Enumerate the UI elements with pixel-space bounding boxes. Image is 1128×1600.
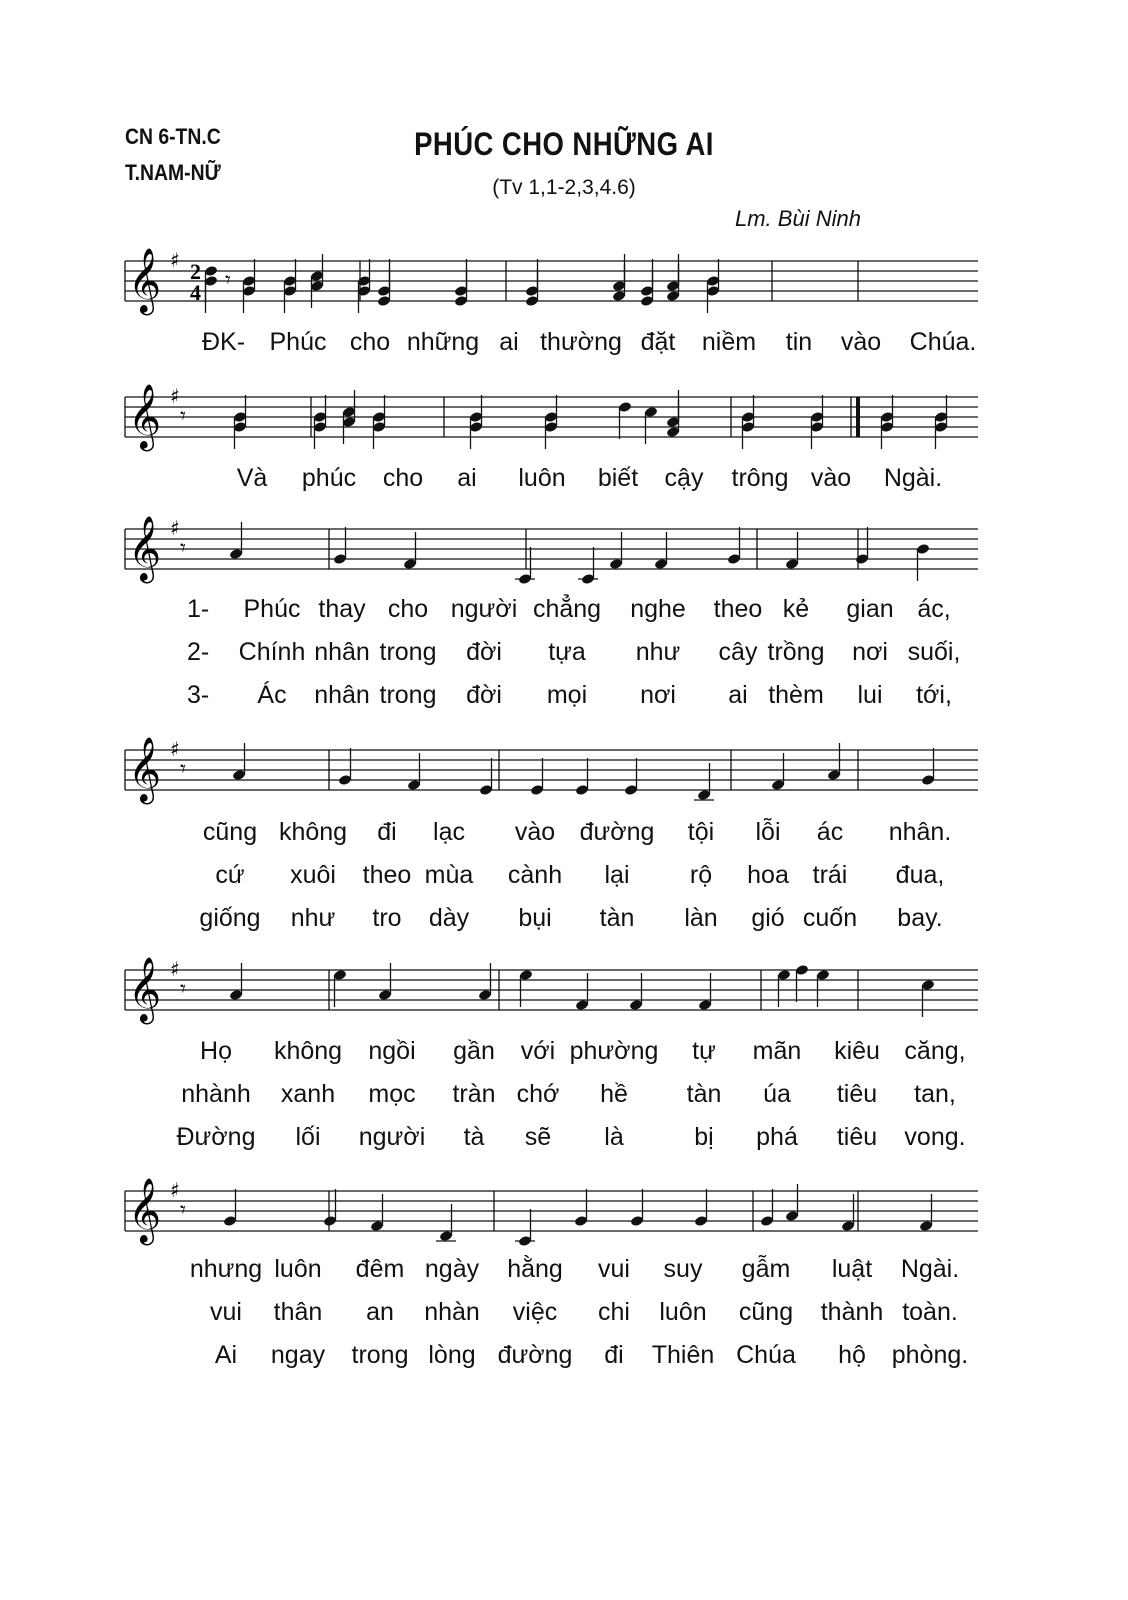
verse-label: 3- xyxy=(187,681,210,709)
song-code: CN 6-TN.C xyxy=(125,124,221,149)
lyric-syllable: lui xyxy=(857,681,883,709)
lyric-syllable: hề xyxy=(600,1080,628,1108)
lyric-syllable: như xyxy=(290,904,336,932)
lyric-syllable: vui xyxy=(210,1298,242,1326)
lyric-syllable: Chúa xyxy=(736,1341,796,1369)
lyric-syllable: hoa xyxy=(747,861,789,889)
lyric-syllable: nơi xyxy=(640,681,676,709)
eighth-rest-icon: 𝄾 xyxy=(180,536,186,561)
lyric-syllable: xuôi xyxy=(290,861,336,889)
lyric-syllable: rộ xyxy=(689,861,713,889)
lyric-syllable: vào xyxy=(810,464,852,492)
lyric-syllable: cho xyxy=(387,595,429,623)
lyric-syllable: cây xyxy=(718,638,758,666)
staff-system xyxy=(120,957,988,1040)
lyric-syllable: mùa xyxy=(424,861,474,889)
lyric-syllable: chẳng xyxy=(532,595,602,623)
lyric-syllable: cũng xyxy=(738,1298,794,1326)
song-title: PHÚC CHO NHỮNG AI xyxy=(414,126,714,162)
lyric-syllable: tràn xyxy=(452,1080,496,1108)
lyric-syllable: chi xyxy=(598,1298,630,1326)
lyric-syllable: cuốn xyxy=(802,904,858,932)
lyric-syllable: lạc xyxy=(433,818,465,846)
eighth-rest-icon: 𝄾 xyxy=(180,1198,186,1223)
lyric-syllable: phòng. xyxy=(891,1341,969,1369)
lyric-syllable: cứ xyxy=(215,861,245,889)
lyric-syllable: những xyxy=(406,328,480,356)
lyric-syllable: với xyxy=(520,1037,556,1065)
key-sharp-icon: ♯ xyxy=(170,384,180,408)
lyric-syllable: úa xyxy=(763,1080,791,1108)
time-signature-bottom: 4 xyxy=(190,280,201,305)
lyric-line xyxy=(0,595,1128,627)
lyric-syllable: trong xyxy=(379,681,437,709)
lyric-syllable: suy xyxy=(663,1255,703,1283)
lyric-syllable: Ai xyxy=(214,1341,238,1369)
lyric-syllable: cậy xyxy=(664,464,704,492)
treble-clef-icon: 𝄞 xyxy=(128,248,162,313)
lyric-syllable: ai xyxy=(728,681,748,709)
staff-system xyxy=(120,516,988,599)
staff-system xyxy=(120,737,988,820)
lyric-syllable: đường xyxy=(579,818,655,846)
lyric-syllable: vào xyxy=(840,328,882,356)
lyric-syllable: bị xyxy=(694,1123,714,1151)
lyric-syllable: ai xyxy=(499,328,519,356)
lyric-syllable: lại xyxy=(604,861,630,889)
lyric-syllable: tàn xyxy=(599,904,635,932)
lyric-syllable: tàn xyxy=(686,1080,722,1108)
lyric-line xyxy=(0,1255,1128,1287)
lyric-syllable: toàn. xyxy=(902,1298,958,1326)
lyric-syllable: đời xyxy=(466,681,502,709)
lyric-syllable: bay. xyxy=(897,904,943,932)
eighth-rest-icon: 𝄾 xyxy=(180,977,186,1002)
lyric-line xyxy=(0,1080,1128,1112)
lyric-syllable: Và xyxy=(236,464,268,492)
lyric-syllable: tà xyxy=(463,1123,485,1151)
lyric-syllable: là xyxy=(604,1123,624,1151)
lyric-syllable: trong xyxy=(351,1341,409,1369)
lyric-syllable: đặt xyxy=(640,328,676,356)
lyric-syllable: tới, xyxy=(916,681,952,709)
lyric-syllable: gió xyxy=(751,904,785,932)
lyric-syllable: tan, xyxy=(914,1080,956,1108)
lyric-syllable: Ngài. xyxy=(900,1255,960,1283)
lyric-syllable: Phúc xyxy=(269,328,327,356)
staff-system xyxy=(120,384,988,467)
lyric-syllable: thèm xyxy=(768,681,824,709)
composer: Lm. Bùi Ninh xyxy=(735,206,861,231)
lyric-syllable: không xyxy=(278,818,348,846)
lyric-syllable: giống xyxy=(199,904,261,932)
lyric-syllable: bụi xyxy=(518,904,552,932)
lyric-syllable: nhành xyxy=(181,1080,251,1108)
lyric-syllable: thành xyxy=(820,1298,884,1326)
lyric-syllable: lỗi xyxy=(755,818,781,846)
lyric-syllable: dày xyxy=(428,904,470,932)
lyric-syllable: thân xyxy=(273,1298,323,1326)
lyric-syllable: trồng xyxy=(767,638,825,666)
lyric-syllable: không xyxy=(273,1037,343,1065)
lyric-syllable: Chúa. xyxy=(909,328,977,356)
lyric-syllable: Chính xyxy=(238,638,306,666)
lyric-syllable: an xyxy=(366,1298,394,1326)
lyric-syllable: như xyxy=(635,638,681,666)
lyric-line xyxy=(0,818,1128,850)
lyric-syllable: suối, xyxy=(907,638,961,666)
lyric-syllable: trong xyxy=(379,638,437,666)
lyric-syllable: gian xyxy=(846,595,894,623)
lyric-syllable: thường xyxy=(540,328,622,356)
lyric-syllable: căng, xyxy=(904,1037,966,1065)
lyric-syllable: chớ xyxy=(516,1080,560,1108)
lyric-syllable: vào xyxy=(514,818,556,846)
lyric-syllable: tiêu xyxy=(836,1123,878,1151)
lyric-syllable: nhưng xyxy=(189,1255,263,1283)
time-signature-top: 2 xyxy=(190,259,201,284)
lyric-syllable: nhàn xyxy=(424,1298,480,1326)
lyric-line xyxy=(0,464,1128,496)
lyric-syllable: đời xyxy=(466,638,502,666)
lyric-line xyxy=(0,861,1128,893)
lyric-syllable: Họ xyxy=(200,1037,232,1065)
lyric-syllable: theo xyxy=(362,861,412,889)
treble-clef-icon: 𝄞 xyxy=(128,957,162,1022)
lyric-syllable: gẫm xyxy=(741,1255,791,1283)
lyric-syllable: Đường xyxy=(176,1123,256,1151)
lyric-syllable: mọi xyxy=(546,681,588,709)
lyric-syllable: ngày xyxy=(424,1255,480,1283)
lyric-syllable: Ngài. xyxy=(883,464,943,492)
lyric-syllable: kẻ xyxy=(782,595,810,623)
lyric-syllable: nhân. xyxy=(888,818,952,846)
lyric-line xyxy=(0,328,1128,360)
lyric-line xyxy=(0,1298,1128,1330)
lyric-syllable: trái xyxy=(812,861,848,889)
lyric-line xyxy=(0,1037,1128,1069)
lyric-syllable: ác, xyxy=(917,595,951,623)
lyric-syllable: sẽ xyxy=(524,1123,552,1151)
lyric-syllable: đi xyxy=(377,818,397,846)
verse-label: ĐK- xyxy=(202,328,246,356)
lyric-syllable: trông xyxy=(731,464,789,492)
lyric-syllable: Ác xyxy=(257,681,287,709)
lyric-syllable: cho xyxy=(382,464,424,492)
treble-clef-icon: 𝄞 xyxy=(128,384,162,449)
treble-clef-icon: 𝄞 xyxy=(128,737,162,802)
eighth-rest-icon: 𝄾 xyxy=(225,268,231,293)
lyric-syllable: nơi xyxy=(852,638,888,666)
verse-label: 1- xyxy=(187,595,210,623)
lyric-syllable: phường xyxy=(569,1037,659,1065)
lyric-syllable: luôn xyxy=(518,464,566,492)
treble-clef-icon: 𝄞 xyxy=(128,516,162,581)
lyric-syllable: tiêu xyxy=(836,1080,878,1108)
lyric-syllable: tin xyxy=(785,328,813,356)
psalm-reference: (Tv 1,1-2,3,4.6) xyxy=(492,176,636,199)
lyric-syllable: ngay xyxy=(270,1341,326,1369)
lyric-syllable: tội xyxy=(687,818,715,846)
lyric-syllable: kiêu xyxy=(834,1037,880,1065)
lyric-syllable: gần xyxy=(453,1037,495,1065)
lyric-line xyxy=(0,904,1128,936)
lyric-line xyxy=(0,1341,1128,1373)
lyric-syllable: tựa xyxy=(548,638,586,666)
lyric-syllable: mãn xyxy=(752,1037,802,1065)
treble-clef-icon: 𝄞 xyxy=(128,1178,162,1243)
lyric-syllable: đường xyxy=(497,1341,573,1369)
lyric-syllable: tro xyxy=(372,904,402,932)
key-sharp-icon: ♯ xyxy=(170,1178,180,1202)
eighth-rest-icon: 𝄾 xyxy=(180,404,186,429)
key-sharp-icon: ♯ xyxy=(170,737,180,761)
lyric-syllable: nghe xyxy=(630,595,686,623)
lyric-syllable: cho xyxy=(349,328,391,356)
lyric-syllable: phá xyxy=(756,1123,798,1151)
lyric-syllable: người xyxy=(358,1123,426,1151)
lyric-syllable: mọc xyxy=(368,1080,416,1108)
lyric-syllable: đêm xyxy=(355,1255,405,1283)
lyric-syllable: thay xyxy=(318,595,366,623)
lyric-syllable: Phúc xyxy=(243,595,301,623)
lyric-syllable: luôn xyxy=(274,1255,322,1283)
lyric-syllable: lòng xyxy=(428,1341,476,1369)
staff-system xyxy=(120,248,988,331)
eighth-rest-icon: 𝄾 xyxy=(180,757,186,782)
lyric-syllable: ai xyxy=(457,464,477,492)
key-sharp-icon: ♯ xyxy=(170,957,180,981)
staff-system xyxy=(120,1178,988,1261)
lyric-syllable: đua, xyxy=(895,861,945,889)
lyric-syllable: cũng xyxy=(202,818,258,846)
lyric-syllable: nhân xyxy=(314,681,370,709)
lyric-syllable: Thiên xyxy=(651,1341,715,1369)
verse-label: 2- xyxy=(187,638,210,666)
lyric-syllable: biết xyxy=(597,464,639,492)
lyric-syllable: lối xyxy=(295,1123,321,1151)
lyric-syllable: đi xyxy=(604,1341,624,1369)
voice-part: T.NAM-NỮ xyxy=(125,160,221,185)
lyric-syllable: xanh xyxy=(280,1080,336,1108)
lyric-line xyxy=(0,681,1128,713)
lyric-syllable: nhân xyxy=(314,638,370,666)
lyric-syllable: ác xyxy=(816,818,844,846)
lyric-syllable: vui xyxy=(598,1255,630,1283)
lyric-syllable: ngồi xyxy=(368,1037,416,1065)
key-sharp-icon: ♯ xyxy=(170,248,180,272)
lyric-syllable: hộ xyxy=(838,1341,866,1369)
lyric-syllable: người xyxy=(450,595,518,623)
lyric-syllable: vong. xyxy=(904,1123,966,1151)
key-sharp-icon: ♯ xyxy=(170,516,180,540)
lyric-syllable: theo xyxy=(713,595,763,623)
lyric-syllable: việc xyxy=(512,1298,558,1326)
lyric-line xyxy=(0,1123,1128,1155)
lyric-line xyxy=(0,638,1128,670)
lyric-syllable: phúc xyxy=(301,464,357,492)
lyric-syllable: cành xyxy=(507,861,563,889)
lyric-syllable: luật xyxy=(831,1255,873,1283)
lyric-syllable: hằng xyxy=(507,1255,563,1283)
lyric-syllable: làn xyxy=(684,904,718,932)
lyric-syllable: luôn xyxy=(659,1298,707,1326)
lyric-syllable: niềm xyxy=(701,328,757,356)
lyric-syllable: tự xyxy=(692,1037,716,1065)
